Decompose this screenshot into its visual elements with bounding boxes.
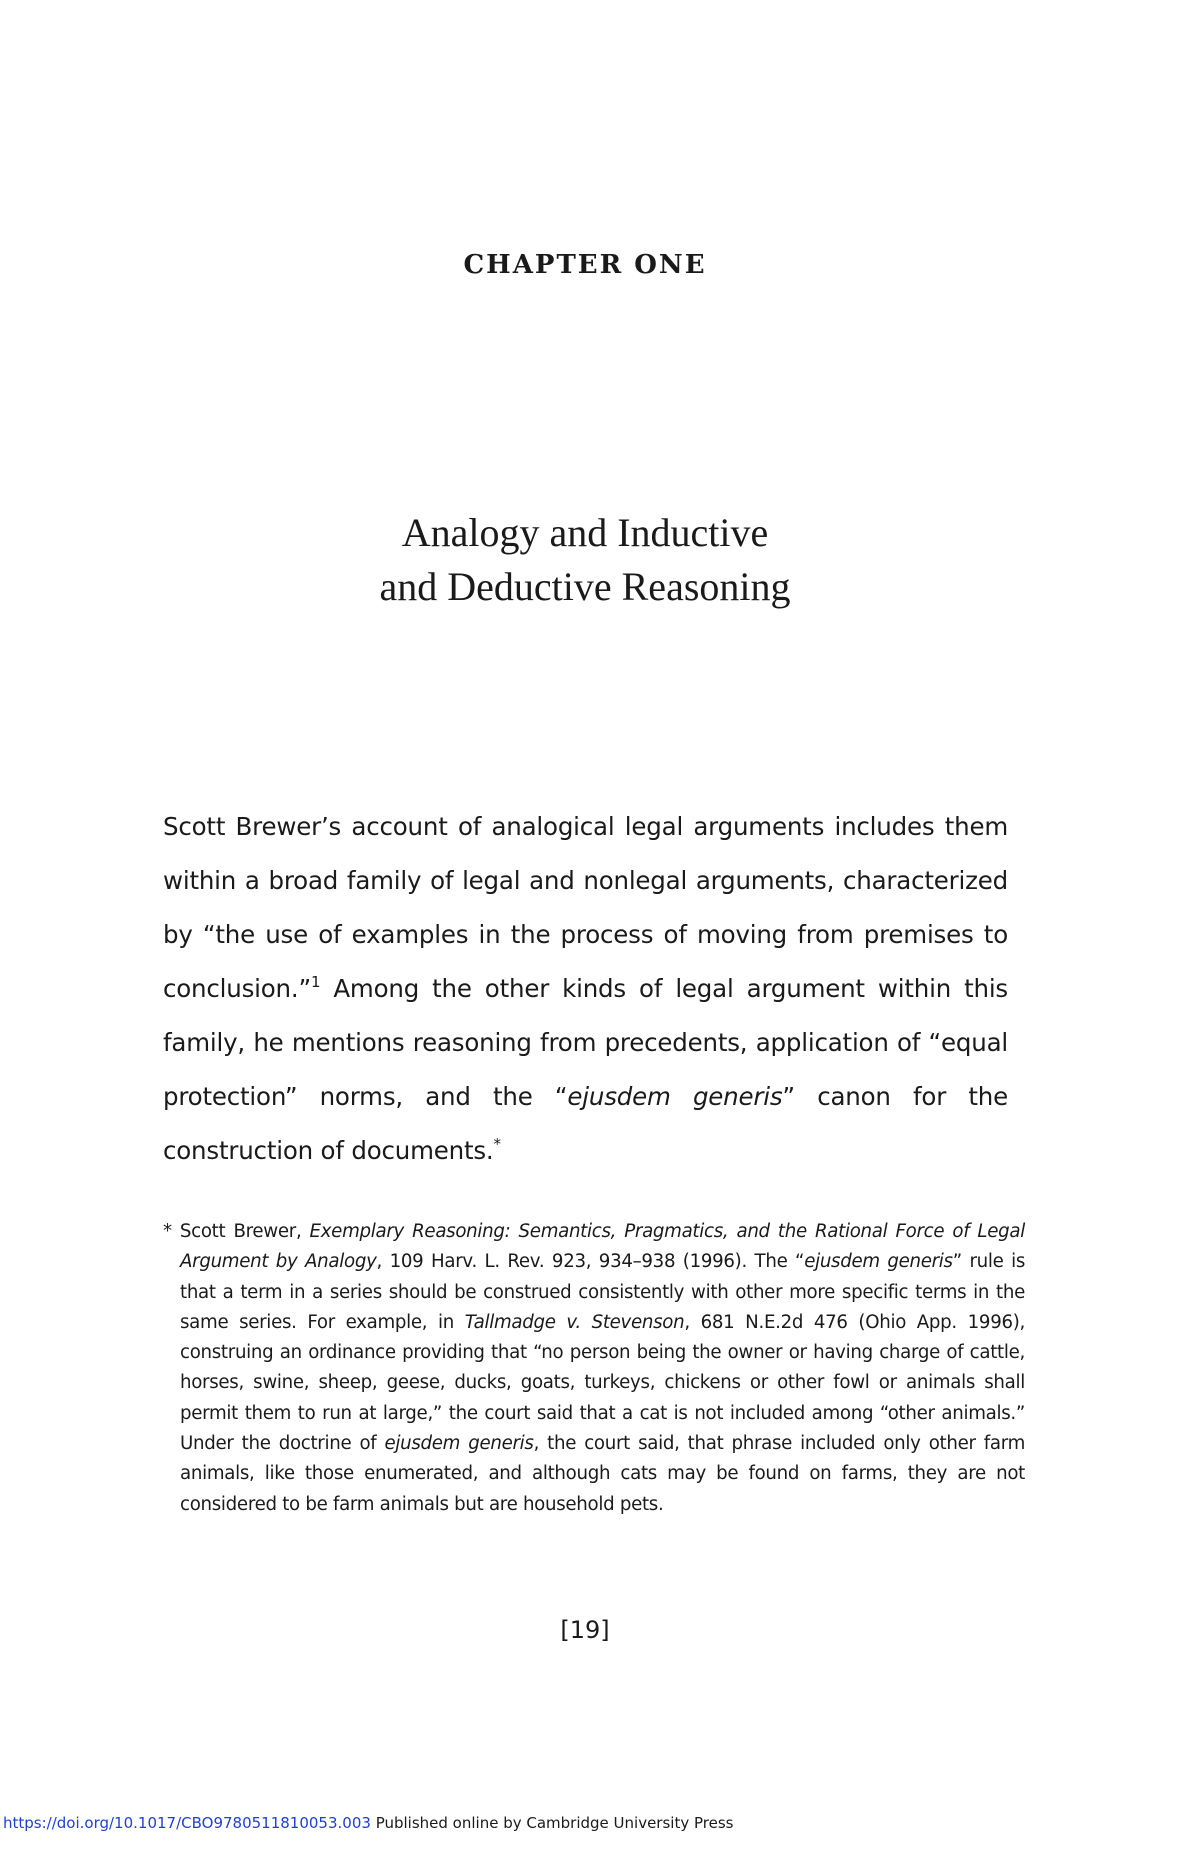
footnote-italic-case-name: Tallmadge v. Stevenson — [464, 1311, 685, 1333]
publisher-note: Published online by Cambridge University Press — [370, 1814, 734, 1832]
chapter-title-line-2: and Deductive Reasoning — [379, 564, 791, 609]
doi-link[interactable]: https://doi.org/10.1017/CBO9780511810053.003 — [3, 1814, 371, 1832]
footnote-text-3: ” rule is that a term in a series should be construed consistently with other more specific terms in the same series. For example, in — [180, 1251, 1025, 1333]
footnote-reference-star[interactable]: * — [493, 1135, 501, 1153]
footnote-text-1: Scott Brewer, — [179, 1221, 310, 1242]
body-text-part-2: Among the other kinds of legal argument within this family, he mentions reasoning from precedents, application of “equal protection” norms, and the “ — [163, 974, 1008, 1111]
body-paragraph — [163, 800, 1008, 1178]
footnote-reference-1[interactable]: 1 — [310, 973, 321, 991]
footnote-italic-term-2: ejusdem generis — [384, 1433, 534, 1455]
footnote-text-4: , 681 N.E.2d 476 (Ohio App. 1996), construing an ordinance providing that “no person being the owner or having charge of cattle, horses, swine, sheep, geese, ducks, goats, turkeys, chickens or other fowl or animals shall permit them to run at large,” the court said that a cat is not included among “other animals.” Under the doctrine of — [180, 1311, 1026, 1455]
footnote — [163, 1217, 1025, 1520]
chapter-title-line-1: Analogy and Inductive — [401, 510, 769, 555]
footnote-italic-article-title: Exemplary Reasoning: Semantics, Pragmatics, and the Rational Force of Legal Argument by Analogy — [180, 1221, 1025, 1273]
footnote-text-5: , the court said, that phrase included only other farm animals, like those enumerated, and although cats may be found on farms, they are not considered to be farm animals but are household pets. — [180, 1433, 1025, 1515]
body-italic-term: ejusdem generis — [567, 1082, 783, 1111]
footnote-italic-term-1: ejusdem generis — [804, 1251, 953, 1273]
footer-bar — [3, 1814, 733, 1832]
page-number: [19] — [560, 1616, 610, 1644]
body-text-part-3: ” canon for the construction of documents. — [163, 1082, 1008, 1165]
footnote-text-2: , 109 Harv. L. Rev. 923, 934–938 (1996). The “ — [376, 1251, 805, 1273]
chapter-title — [0, 506, 1170, 614]
footnote-marker: * — [163, 1221, 180, 1242]
chapter-label: CHAPTER ONE — [463, 250, 707, 280]
body-text-part-1: Scott Brewer’s account of analogical legal arguments includes them within a broad family of legal and nonlegal arguments, characterized by “the use of examples in the process of moving from premises to conclusion.” — [163, 812, 1008, 1003]
